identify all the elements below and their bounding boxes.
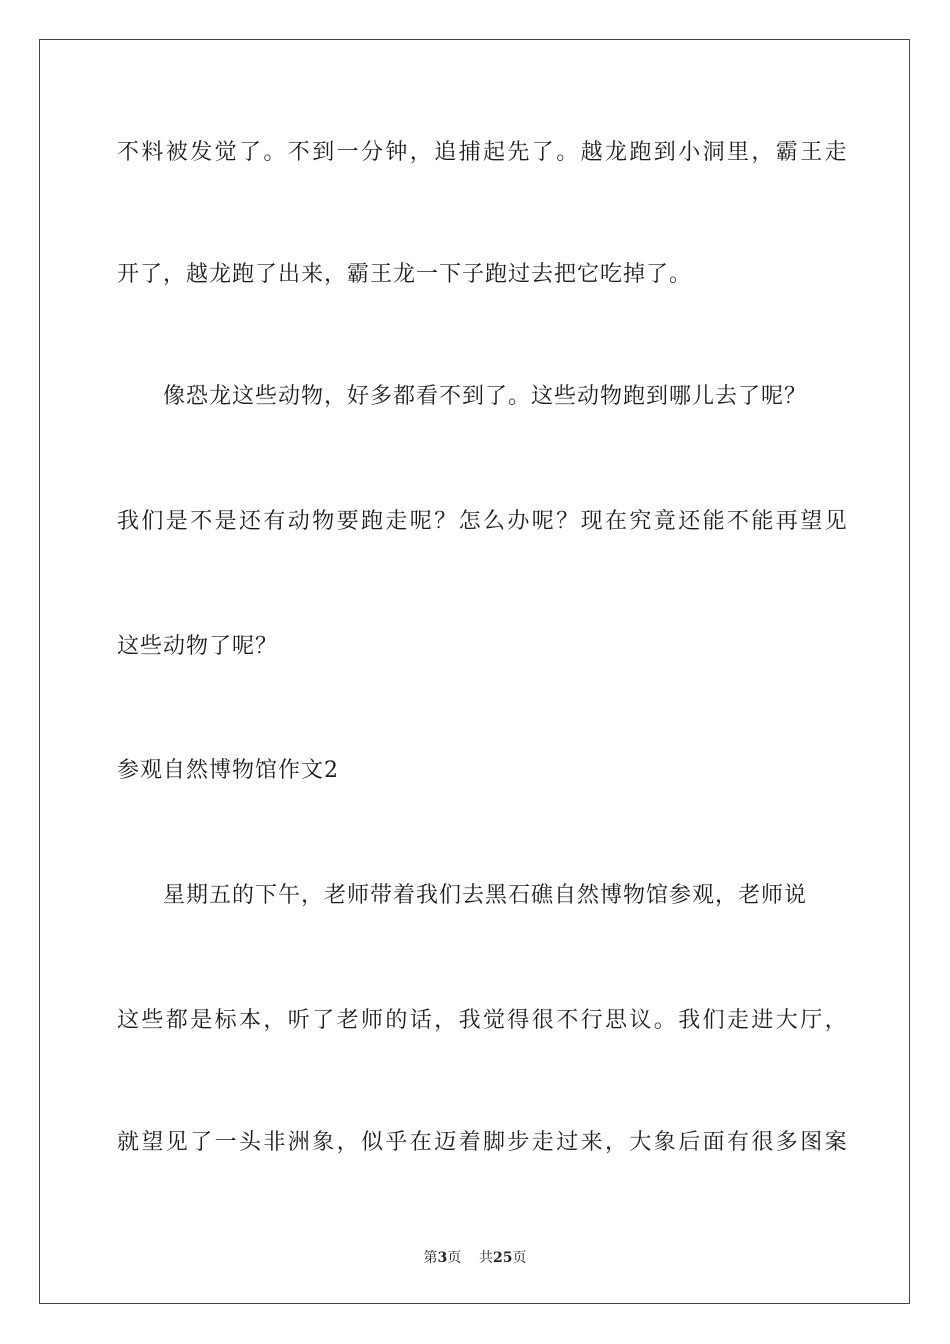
total-pages-number: 25 — [493, 1250, 513, 1266]
text-line: 像恐龙这些动物，好多都看不到了。这些动物跑到哪儿去了呢？ — [163, 384, 808, 409]
footer-total-prefix: 共 — [479, 1250, 494, 1266]
text-line: 星期五的下午，老师带着我们去黑石礁自然博物馆参观，老师说 — [163, 883, 808, 908]
page-footer — [0, 1247, 950, 1267]
text-line: 开了，越龙跑了出来，霸王龙一下子跑过去把它吃掉了。 — [117, 262, 693, 287]
text-line: 不料被发觉了。不到一分钟，追捕起先了。越龙跑到小洞里，霸王走 — [117, 140, 850, 165]
footer-total-suffix: 页 — [512, 1250, 527, 1266]
text-line: 这些都是标本，听了老师的话，我觉得很不行思议。我们走进大厅， — [117, 1008, 850, 1033]
text-line: 就望见了一头非洲象，似乎在迈着脚步走过来，大象后面有很多图案 — [117, 1130, 850, 1155]
page-border — [39, 39, 910, 1304]
footer-page-suffix: 页 — [447, 1250, 462, 1266]
current-page-number: 3 — [437, 1250, 448, 1266]
section-heading: 参观自然博物馆作文2 — [117, 758, 339, 783]
text-line: 我们是不是还有动物要跑走呢？怎么办呢？现在究竟还能不能再望见 — [117, 509, 850, 534]
footer-page-prefix: 第 — [423, 1250, 438, 1266]
text-line: 这些动物了呢？ — [117, 634, 279, 659]
